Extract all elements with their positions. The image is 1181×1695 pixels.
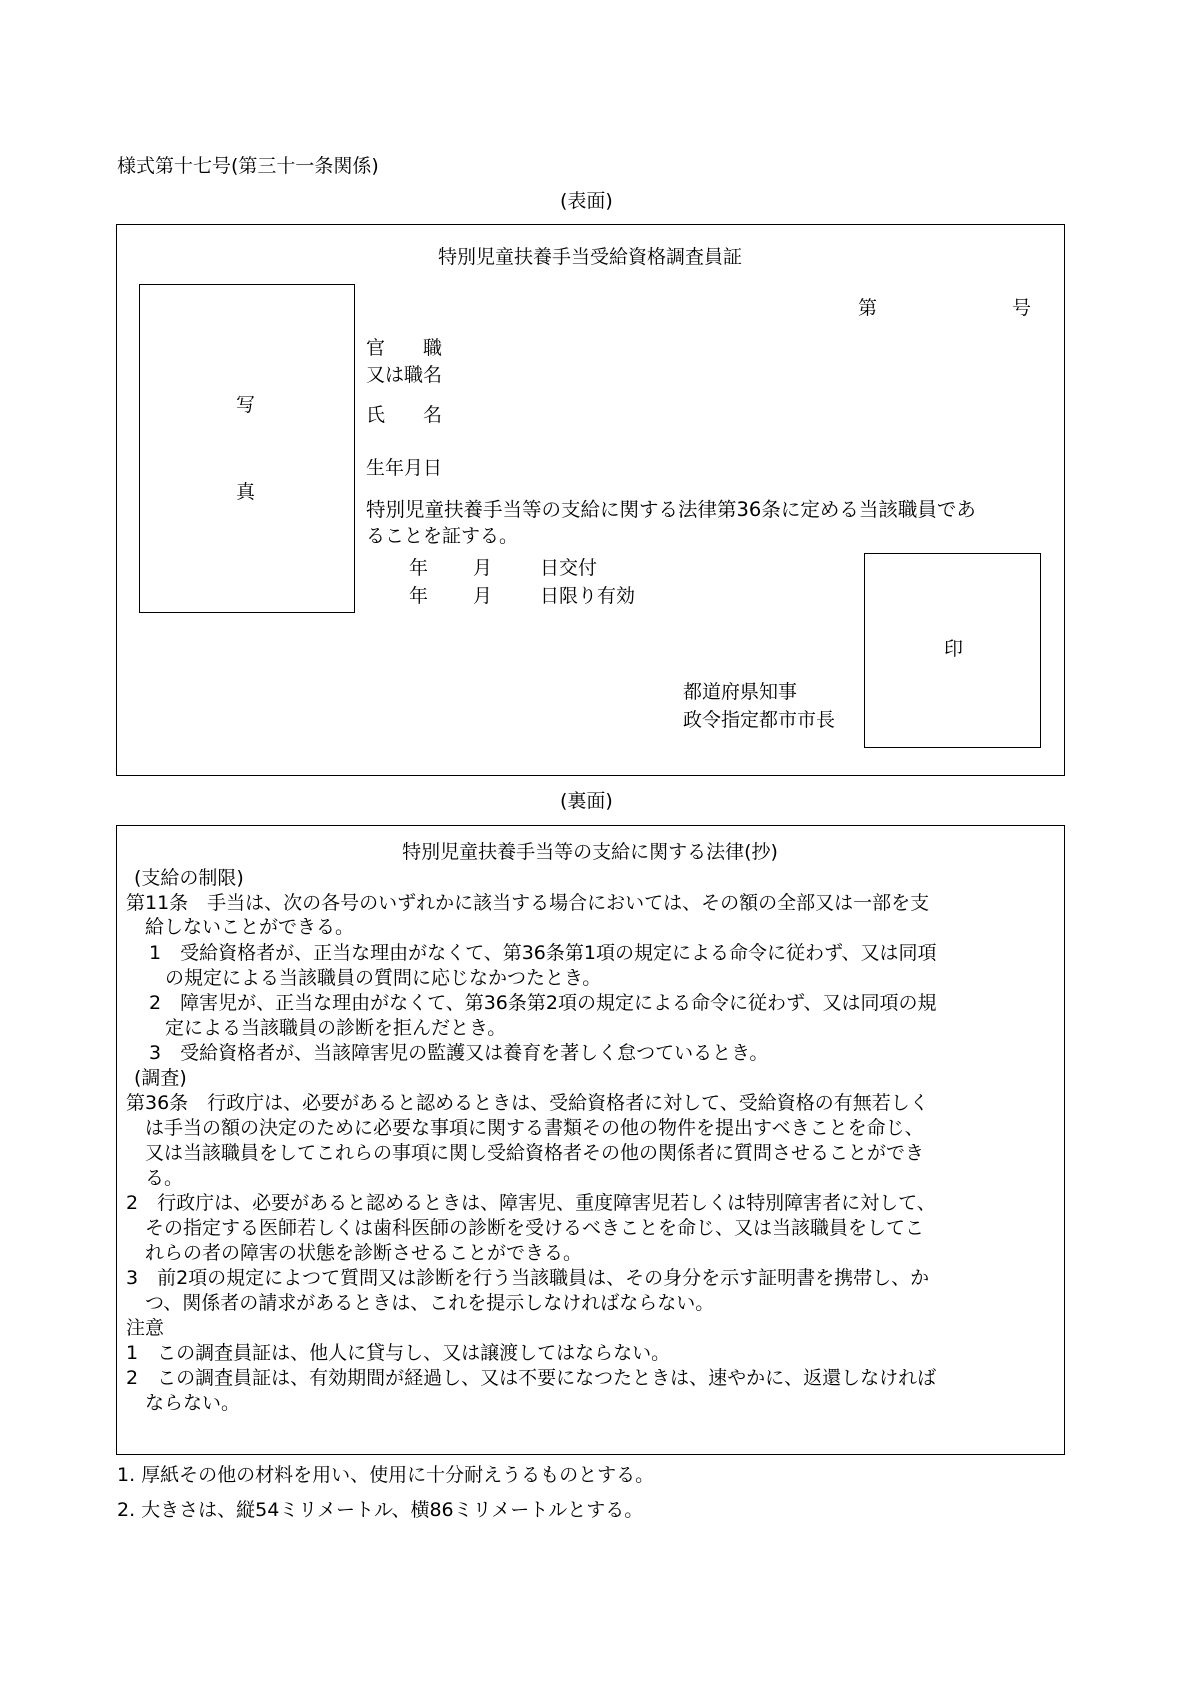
law-line: 又は当該職員をしてこれらの事項に関し受給資格者その他の関係者に質問させることができ: [145, 1142, 925, 1164]
photo-box: [139, 284, 355, 613]
law-line: 3 受給資格者が、当該障害児の監護又は養育を著しく怠つているとき。: [149, 1042, 769, 1064]
law-line: 1 この調査員証は、他人に貸与し、又は譲渡してはならない。: [126, 1342, 671, 1364]
law-line: 2 この調査員証は、有効期間が経過し、又は不要になつたときは、速やかに、返還しなければ: [126, 1367, 937, 1389]
valid-month: 月: [473, 585, 493, 607]
law-line: その指定する医師若しくは歯科医師の診断を受けるべきことを命じ、又は当該職員をしてこ: [145, 1217, 925, 1239]
name-label: 氏 名: [366, 404, 443, 426]
law-line: は手当の額の決定のために必要な事項に関する書類その他の物件を提出すべきことを命じ、: [145, 1117, 924, 1139]
law-line: (調査): [134, 1067, 187, 1089]
number-prefix: 第: [858, 297, 878, 319]
law-line: の規定による当該職員の質問に応じなかつたとき。: [165, 967, 602, 989]
law-line: つ、関係者の請求があるときは、これを提示しなければならない。: [145, 1292, 715, 1314]
valid-until: 日限り有効: [540, 585, 636, 607]
law-line: 注意: [126, 1317, 165, 1339]
law-line: ならない。: [145, 1392, 241, 1414]
certification-line-2: ることを証する。: [366, 525, 519, 547]
photo-char-1: 写: [236, 394, 256, 416]
law-line: 給しないことができる。: [145, 916, 355, 938]
front-side-label: (表面): [560, 190, 613, 212]
valid-year: 年: [409, 585, 429, 607]
certification-line-1: 特別児童扶養手当等の支給に関する法律第36条に定める当該職員であ: [366, 498, 976, 521]
seal-char: 印: [944, 638, 964, 660]
issued-day: 日交付: [540, 557, 598, 579]
number-suffix: 号: [1012, 297, 1032, 319]
law-title: 特別児童扶養手当等の支給に関する法律(抄): [402, 841, 778, 863]
issued-month: 月: [473, 557, 493, 579]
note-1: 1. 厚紙その他の材料を用い、使用に十分耐えうるものとする。: [117, 1464, 655, 1486]
law-line: 2 行政庁は、必要があると認めるときは、障害児、重度障害児若しくは特別障害者に対して、: [126, 1192, 936, 1214]
form-heading: 様式第十七号(第三十一条関係): [117, 155, 379, 177]
law-line: 2 障害児が、正当な理由がなくて、第36条第2項の規定による命令に従わず、又は同項の規: [149, 992, 937, 1014]
front-card: [116, 224, 1065, 776]
law-line: る。: [145, 1167, 184, 1189]
law-line: 定による当該職員の診断を拒んだとき。: [165, 1017, 507, 1039]
issuer-mayor: 政令指定都市市長: [683, 709, 836, 731]
issued-year: 年: [409, 557, 429, 579]
law-line: 第11条 手当は、次の各号のいずれかに該当する場合においては、その額の全部又は一部を支: [126, 892, 930, 914]
issuer-governor: 都道府県知事: [683, 681, 798, 703]
birth-date-label: 生年月日: [366, 457, 443, 479]
official-title-label: 官 職: [366, 337, 443, 359]
note-2: 2. 大きさは、縦54ミリメートル、横86ミリメートルとする。: [117, 1499, 644, 1521]
back-card: [116, 825, 1065, 1455]
law-line: 1 受給資格者が、正当な理由がなくて、第36条第1項の規定による命令に従わず、又は同項: [149, 942, 937, 964]
law-line: 第36条 行政庁は、必要があると認めるときは、受給資格者に対して、受給資格の有無若しく: [126, 1092, 929, 1114]
law-line: 3 前2項の規定によつて質問又は診断を行う当該職員は、その身分を示す証明書を携帯し、か: [126, 1267, 930, 1289]
law-line: (支給の制限): [134, 867, 244, 889]
photo-char-2: 真: [236, 481, 256, 503]
seal-box: [864, 553, 1041, 748]
back-side-label: (裏面): [560, 790, 613, 812]
card-title: 特別児童扶養手当受給資格調査員証: [437, 246, 742, 268]
law-line: れらの者の障害の状態を診断させることができる。: [145, 1242, 583, 1264]
job-title-label: 又は職名: [366, 364, 443, 386]
